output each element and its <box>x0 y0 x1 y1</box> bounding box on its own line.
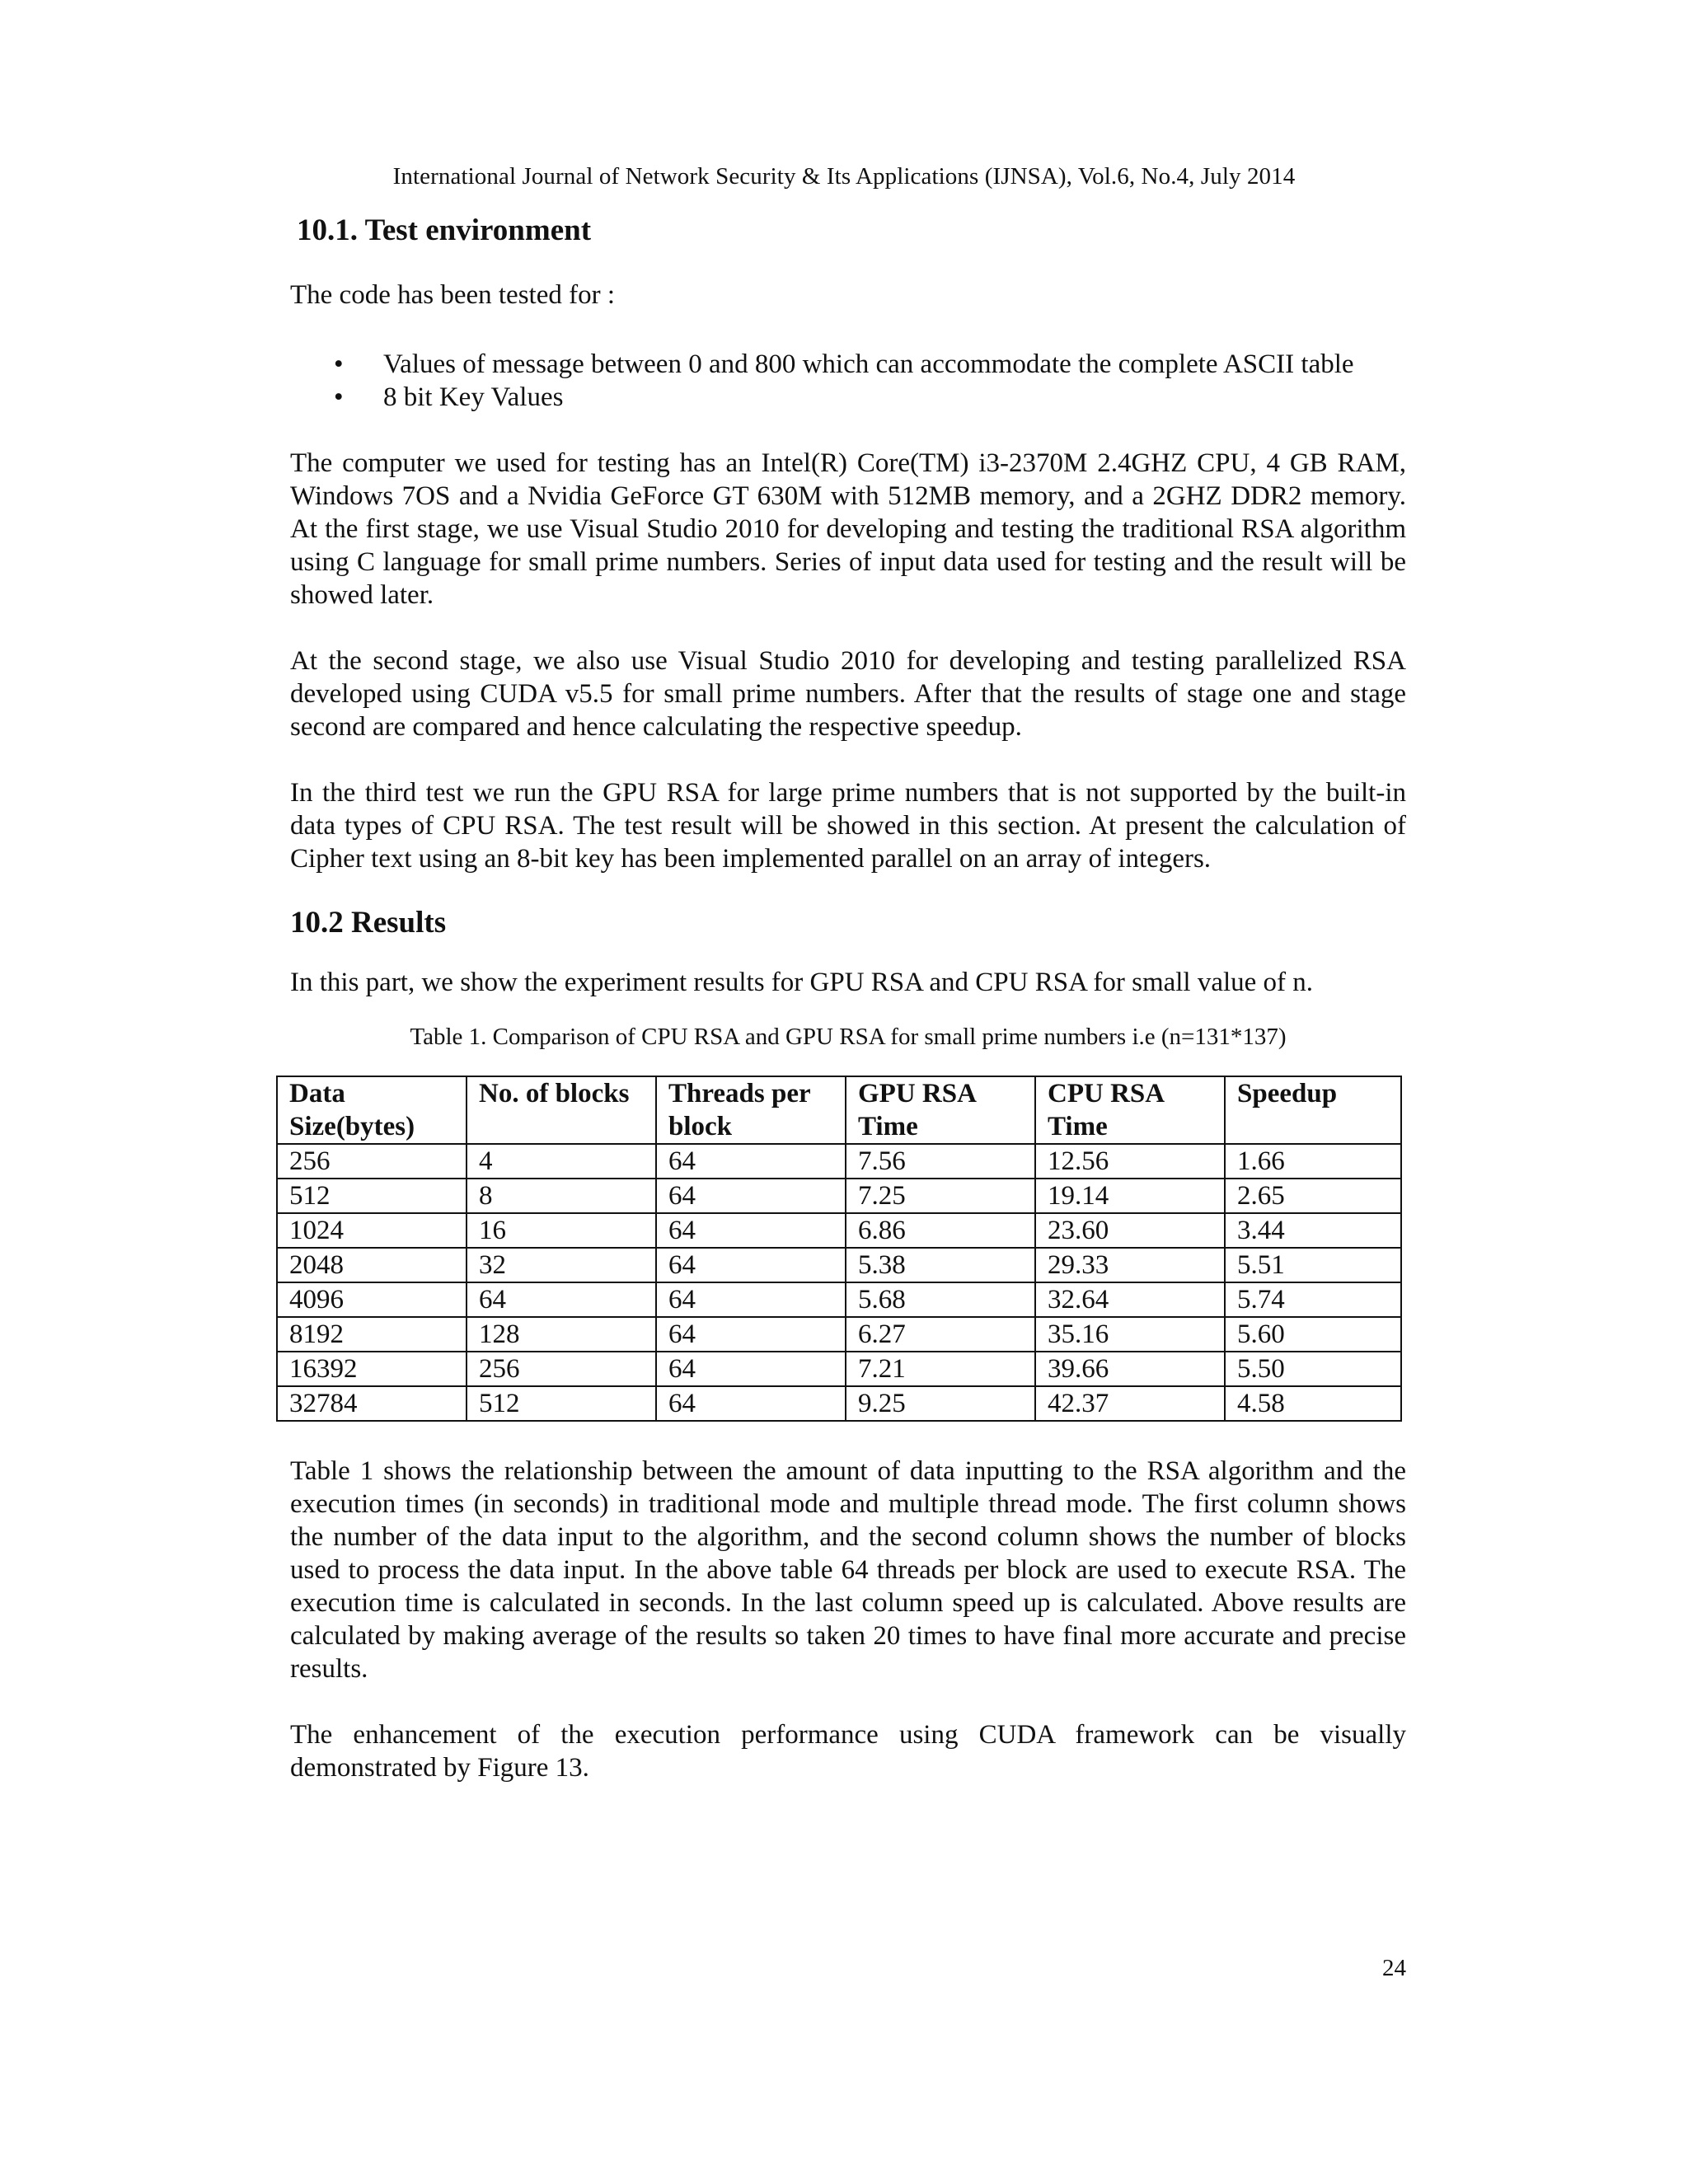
table-cell: 8 <box>467 1179 656 1213</box>
table-cell: 1024 <box>277 1213 467 1248</box>
table-cell: 39.66 <box>1035 1352 1225 1386</box>
table-cell: 42.37 <box>1035 1386 1225 1421</box>
table-cell: 64 <box>656 1317 846 1352</box>
column-header: Speedup <box>1225 1076 1401 1144</box>
column-header: CPU RSA Time <box>1035 1076 1225 1144</box>
table-cell: 64 <box>656 1144 846 1179</box>
table-cell: 3.44 <box>1225 1213 1401 1248</box>
column-header: Threads per block <box>656 1076 846 1144</box>
table-cell: 64 <box>656 1386 846 1421</box>
results-table <box>276 1076 1402 1422</box>
table-cell: 4 <box>467 1144 656 1179</box>
list-item: • Values of message between 0 and 800 which can accommodate the complete ASCII table <box>334 349 1354 379</box>
table-cell: 64 <box>656 1213 846 1248</box>
table-row <box>277 1352 1401 1386</box>
table-cell: 6.86 <box>846 1213 1035 1248</box>
table-row <box>277 1179 1401 1213</box>
table-cell: 64 <box>656 1282 846 1317</box>
column-header: Data Size(bytes) <box>277 1076 467 1144</box>
table-row <box>277 1248 1401 1282</box>
table-cell: 32 <box>467 1248 656 1282</box>
table-row <box>277 1144 1401 1179</box>
table-cell: 5.50 <box>1225 1352 1401 1386</box>
journal-header: International Journal of Network Security & Its Applications (IJNSA), Vol.6, No.4, July 2014 <box>392 163 1296 190</box>
table-cell: 2.65 <box>1225 1179 1401 1213</box>
table-row <box>277 1317 1401 1352</box>
column-header: GPU RSA Time <box>846 1076 1035 1144</box>
table-cell: 7.21 <box>846 1352 1035 1386</box>
page-content <box>290 213 1406 1784</box>
table-cell: 16 <box>467 1213 656 1248</box>
table-cell: 256 <box>467 1352 656 1386</box>
page-number: 24 <box>1382 1955 1406 1981</box>
table-cell: 64 <box>656 1179 846 1213</box>
list-item: • 8 bit Key Values <box>334 382 564 412</box>
table-cell: 5.51 <box>1225 1248 1401 1282</box>
section-intro: The code has been tested for : <box>290 280 616 310</box>
paragraph: At the second stage, we also use Visual Studio 2010 for developing and testing parallelized RSA developed using CUDA v5.5 for small prime numbers. After that the results of stage one and stage second are compared and hence calculating the respective speedup. <box>290 646 1406 742</box>
table-cell: 128 <box>467 1317 656 1352</box>
table-cell: 4.58 <box>1225 1386 1401 1421</box>
table-cell: 4096 <box>277 1282 467 1317</box>
bullet-list <box>290 348 1406 414</box>
table-cell: 6.27 <box>846 1317 1035 1352</box>
table-body <box>277 1144 1401 1421</box>
table-cell: 8192 <box>277 1317 467 1352</box>
table-cell: 512 <box>277 1179 467 1213</box>
section-intro: In this part, we show the experiment results for GPU RSA and CPU RSA for small value of n. <box>290 968 1314 997</box>
table-cell: 5.74 <box>1225 1282 1401 1317</box>
table-cell: 64 <box>467 1282 656 1317</box>
table-cell: 512 <box>467 1386 656 1421</box>
table-cell: 16392 <box>277 1352 467 1386</box>
table-cell: 256 <box>277 1144 467 1179</box>
table-row <box>277 1386 1401 1421</box>
table-caption: Table 1. Comparison of CPU RSA and GPU RSA for small prime numbers i.e (n=131*137) <box>410 1024 1287 1050</box>
table-cell: 64 <box>656 1248 846 1282</box>
table-header-row <box>277 1076 1401 1144</box>
table-cell: 32.64 <box>1035 1282 1225 1317</box>
table-cell: 5.68 <box>846 1282 1035 1317</box>
section-heading-test-environment: 10.1. Test environment <box>297 213 592 247</box>
table-cell: 7.25 <box>846 1179 1035 1213</box>
table-cell: 1.66 <box>1225 1144 1401 1179</box>
table-cell: 64 <box>656 1352 846 1386</box>
bullet-icon: • <box>334 382 344 412</box>
table-cell: 5.60 <box>1225 1317 1401 1352</box>
table-cell: 29.33 <box>1035 1248 1225 1282</box>
table-row <box>277 1282 1401 1317</box>
table-cell: 2048 <box>277 1248 467 1282</box>
paragraph: The enhancement of the execution performance using CUDA framework can be visually demonstrated by Figure 13. <box>290 1720 1406 1783</box>
table-cell: 23.60 <box>1035 1213 1225 1248</box>
table-cell: 32784 <box>277 1386 467 1421</box>
section-heading-results: 10.2 Results <box>290 906 447 940</box>
paragraph: Table 1 shows the relationship between the amount of data inputting to the RSA algorithm and the execution times (in seconds) in traditional mode and multiple thread mode. The first column shows the number of the data input to the algorithm, and the second column shows the number of blocks used to process the data input. In the above table 64 threads per block are used to execute RSA. The execution time is calculated in seconds. In the last column speed up is calculated. Above results are calculated by making average of the results so taken 20 times to have final more accurate and precise results. <box>290 1456 1406 1684</box>
paragraph: In the third test we run the GPU RSA for large prime numbers that is not supported by the built-in data types of CPU RSA. The test result will be showed in this section. At present the calculation of Cipher text using an 8-bit key has been implemented parallel on an array of integers. <box>290 778 1406 874</box>
column-header: No. of blocks <box>467 1076 656 1144</box>
table-row <box>277 1213 1401 1248</box>
paragraph: The computer we used for testing has an Intel(R) Core(TM) i3-2370M 2.4GHZ CPU, 4 GB RAM, Windows 7OS and a Nvidia GeForce GT 630M with 512MB memory, and a 2GHZ DDR2 memory. At the first stage, we use Visual Studio 2010 for developing and testing the traditional RSA algorithm using C language for small prime numbers. Series of input data used for testing and the result will be showed later. <box>290 448 1406 610</box>
table-cell: 5.38 <box>846 1248 1035 1282</box>
table-cell: 7.56 <box>846 1144 1035 1179</box>
bullet-icon: • <box>334 349 344 379</box>
table-cell: 19.14 <box>1035 1179 1225 1213</box>
table-cell: 9.25 <box>846 1386 1035 1421</box>
table-cell: 35.16 <box>1035 1317 1225 1352</box>
table-cell: 12.56 <box>1035 1144 1225 1179</box>
